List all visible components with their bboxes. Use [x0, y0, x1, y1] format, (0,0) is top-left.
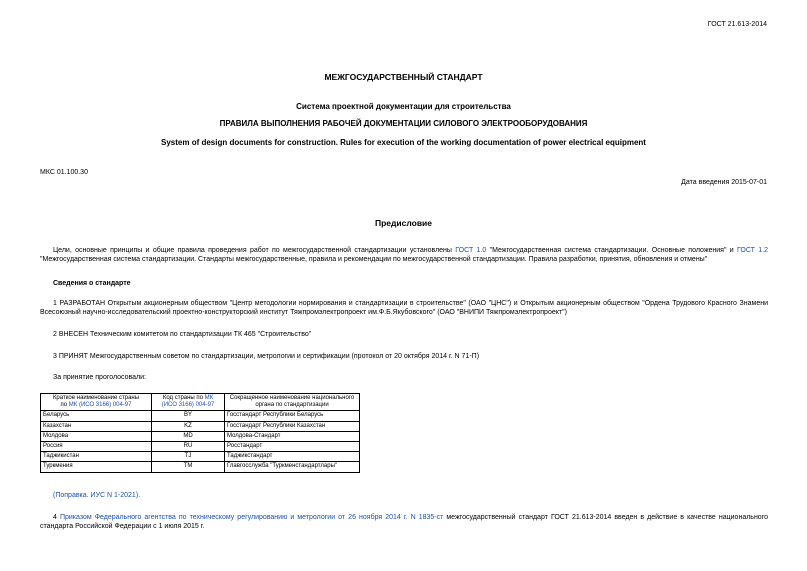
table-row: [41, 411, 360, 421]
voted-label: За принятие проголосовали:: [53, 374, 146, 381]
preface-title: Предисловие: [374, 218, 433, 228]
gost-1-0-link[interactable]: ГОСТ 1.0: [455, 247, 487, 254]
header-body: Сокращенное наименование национального органа по стандартизации: [225, 394, 360, 411]
voting-countries-table: [40, 393, 360, 473]
rosstandart-order-link[interactable]: Приказом Федерального агентства по техническому регулированию и метрологии от 26 ноября 2014 г. N 1835-ст: [59, 514, 444, 521]
body-cell: Главгосслужба "Туркменстандартлары": [225, 462, 360, 472]
iso-3166-link[interactable]: (ИСО 3166) 004-97: [161, 402, 215, 409]
item-1-developed: 1 РАЗРАБОТАН Открытым акционерным обществом "Центр методологии нормирования и стандартизации в строительстве" (ОАО "ЦНС") и Открытым акционерным обществом "Ордена Трудового Красного Знамени Всесоюзный научно-исследовательский проектно-конструкторский институт Тяжпромэлектропроект им.Ф.Б.Якубовского" (ОАО "ВНИПИ Тяжпромэлектропроект"): [40, 300, 768, 317]
info-heading: Сведения о стандарте: [53, 280, 131, 287]
country-cell: Таджикистан: [41, 452, 152, 462]
english-title: System of design documents for construction. Rules for execution of the working documentation of power electrical equipment: [161, 138, 646, 147]
intro-text-2: "Межгосударственная система стандартизации. Основные положения" и: [486, 247, 737, 254]
mk-link[interactable]: МК: [204, 395, 214, 401]
table-row: [41, 452, 360, 462]
body-cell: Росстандарт: [225, 441, 360, 451]
intro-text-1: Цели, основные принципы и общие правила проведения работ по межгосударственной стандартизации установлены: [53, 247, 456, 254]
table-row: [41, 441, 360, 451]
header-code-text: Код страны по: [162, 395, 205, 401]
item-4-text: межгосударственный стандарт ГОСТ 21.613-2014 введен в действие в качестве национального стандарта Российской Федерации с 1 июля 2015 г.: [40, 514, 768, 531]
table-row: [41, 462, 360, 472]
table-row: [41, 421, 360, 431]
code-cell: MD: [152, 431, 225, 441]
body-cell: Госстандарт Республики Беларусь: [225, 411, 360, 421]
item-4-enacted: [40, 513, 768, 532]
code-cell: BY: [152, 411, 225, 421]
code-cell: RU: [152, 441, 225, 451]
mks-code: МКС 01.100.30: [40, 169, 88, 176]
document-code: ГОСТ 21.613-2014: [707, 21, 767, 28]
item-3-adopted: 3 ПРИНЯТ Межгосударственным советом по стандартизации, метрологии и сертификации (протокол от 20 октября 2014 г. N 71-П): [53, 353, 480, 360]
code-cell: KZ: [152, 421, 225, 431]
header-code: [152, 394, 225, 411]
body-cell: Молдова-Стандарт: [225, 431, 360, 441]
code-cell: TJ: [152, 452, 225, 462]
header-country-text: Краткое наименование страны: [52, 395, 140, 401]
country-cell: Туркмения: [41, 462, 152, 472]
mk-iso-link[interactable]: МК (ИСО 3166) 004-97: [68, 402, 132, 409]
body-cell: Таджикстандарт: [225, 452, 360, 462]
header-country: [41, 394, 152, 411]
amendment-link[interactable]: (Поправка. ИУС N 1-2021).: [53, 492, 141, 499]
country-cell: Россия: [41, 441, 152, 451]
country-cell: Беларусь: [41, 411, 152, 421]
preface-intro-paragraph: [40, 246, 768, 265]
rules-title: ПРАВИЛА ВЫПОЛНЕНИЯ РАБОЧЕЙ ДОКУМЕНТАЦИИ СИЛОВОГО ЭЛЕКТРООБОРУДОВАНИЯ: [219, 119, 588, 128]
main-title: МЕЖГОСУДАРСТВЕННЫЙ СТАНДАРТ: [324, 72, 483, 82]
body-cell: Госстандарт Республики Казахстан: [225, 421, 360, 431]
country-cell: Казахстан: [41, 421, 152, 431]
table-row: [41, 431, 360, 441]
series-title: Система проектной документации для строительства: [296, 102, 511, 111]
header-country-prefix: по: [60, 402, 69, 409]
introduction-date: Дата введения 2015-07-01: [681, 179, 767, 186]
item-2-submitted: 2 ВНЕСЕН Техническим комитетом по стандартизации ТК 465 "Строительство": [53, 331, 312, 338]
intro-text-3: "Межгосударственная система стандартизации. Стандарты межгосударственные, правила и рекомендации по межгосударственной стандартизации. Правила разработки, принятия, обновления и отмены": [40, 256, 708, 264]
gost-1-2-link[interactable]: ГОСТ 1.2: [737, 247, 768, 254]
code-cell: TM: [152, 462, 225, 472]
country-cell: Молдова: [41, 431, 152, 441]
item-4-number: 4: [53, 514, 60, 521]
